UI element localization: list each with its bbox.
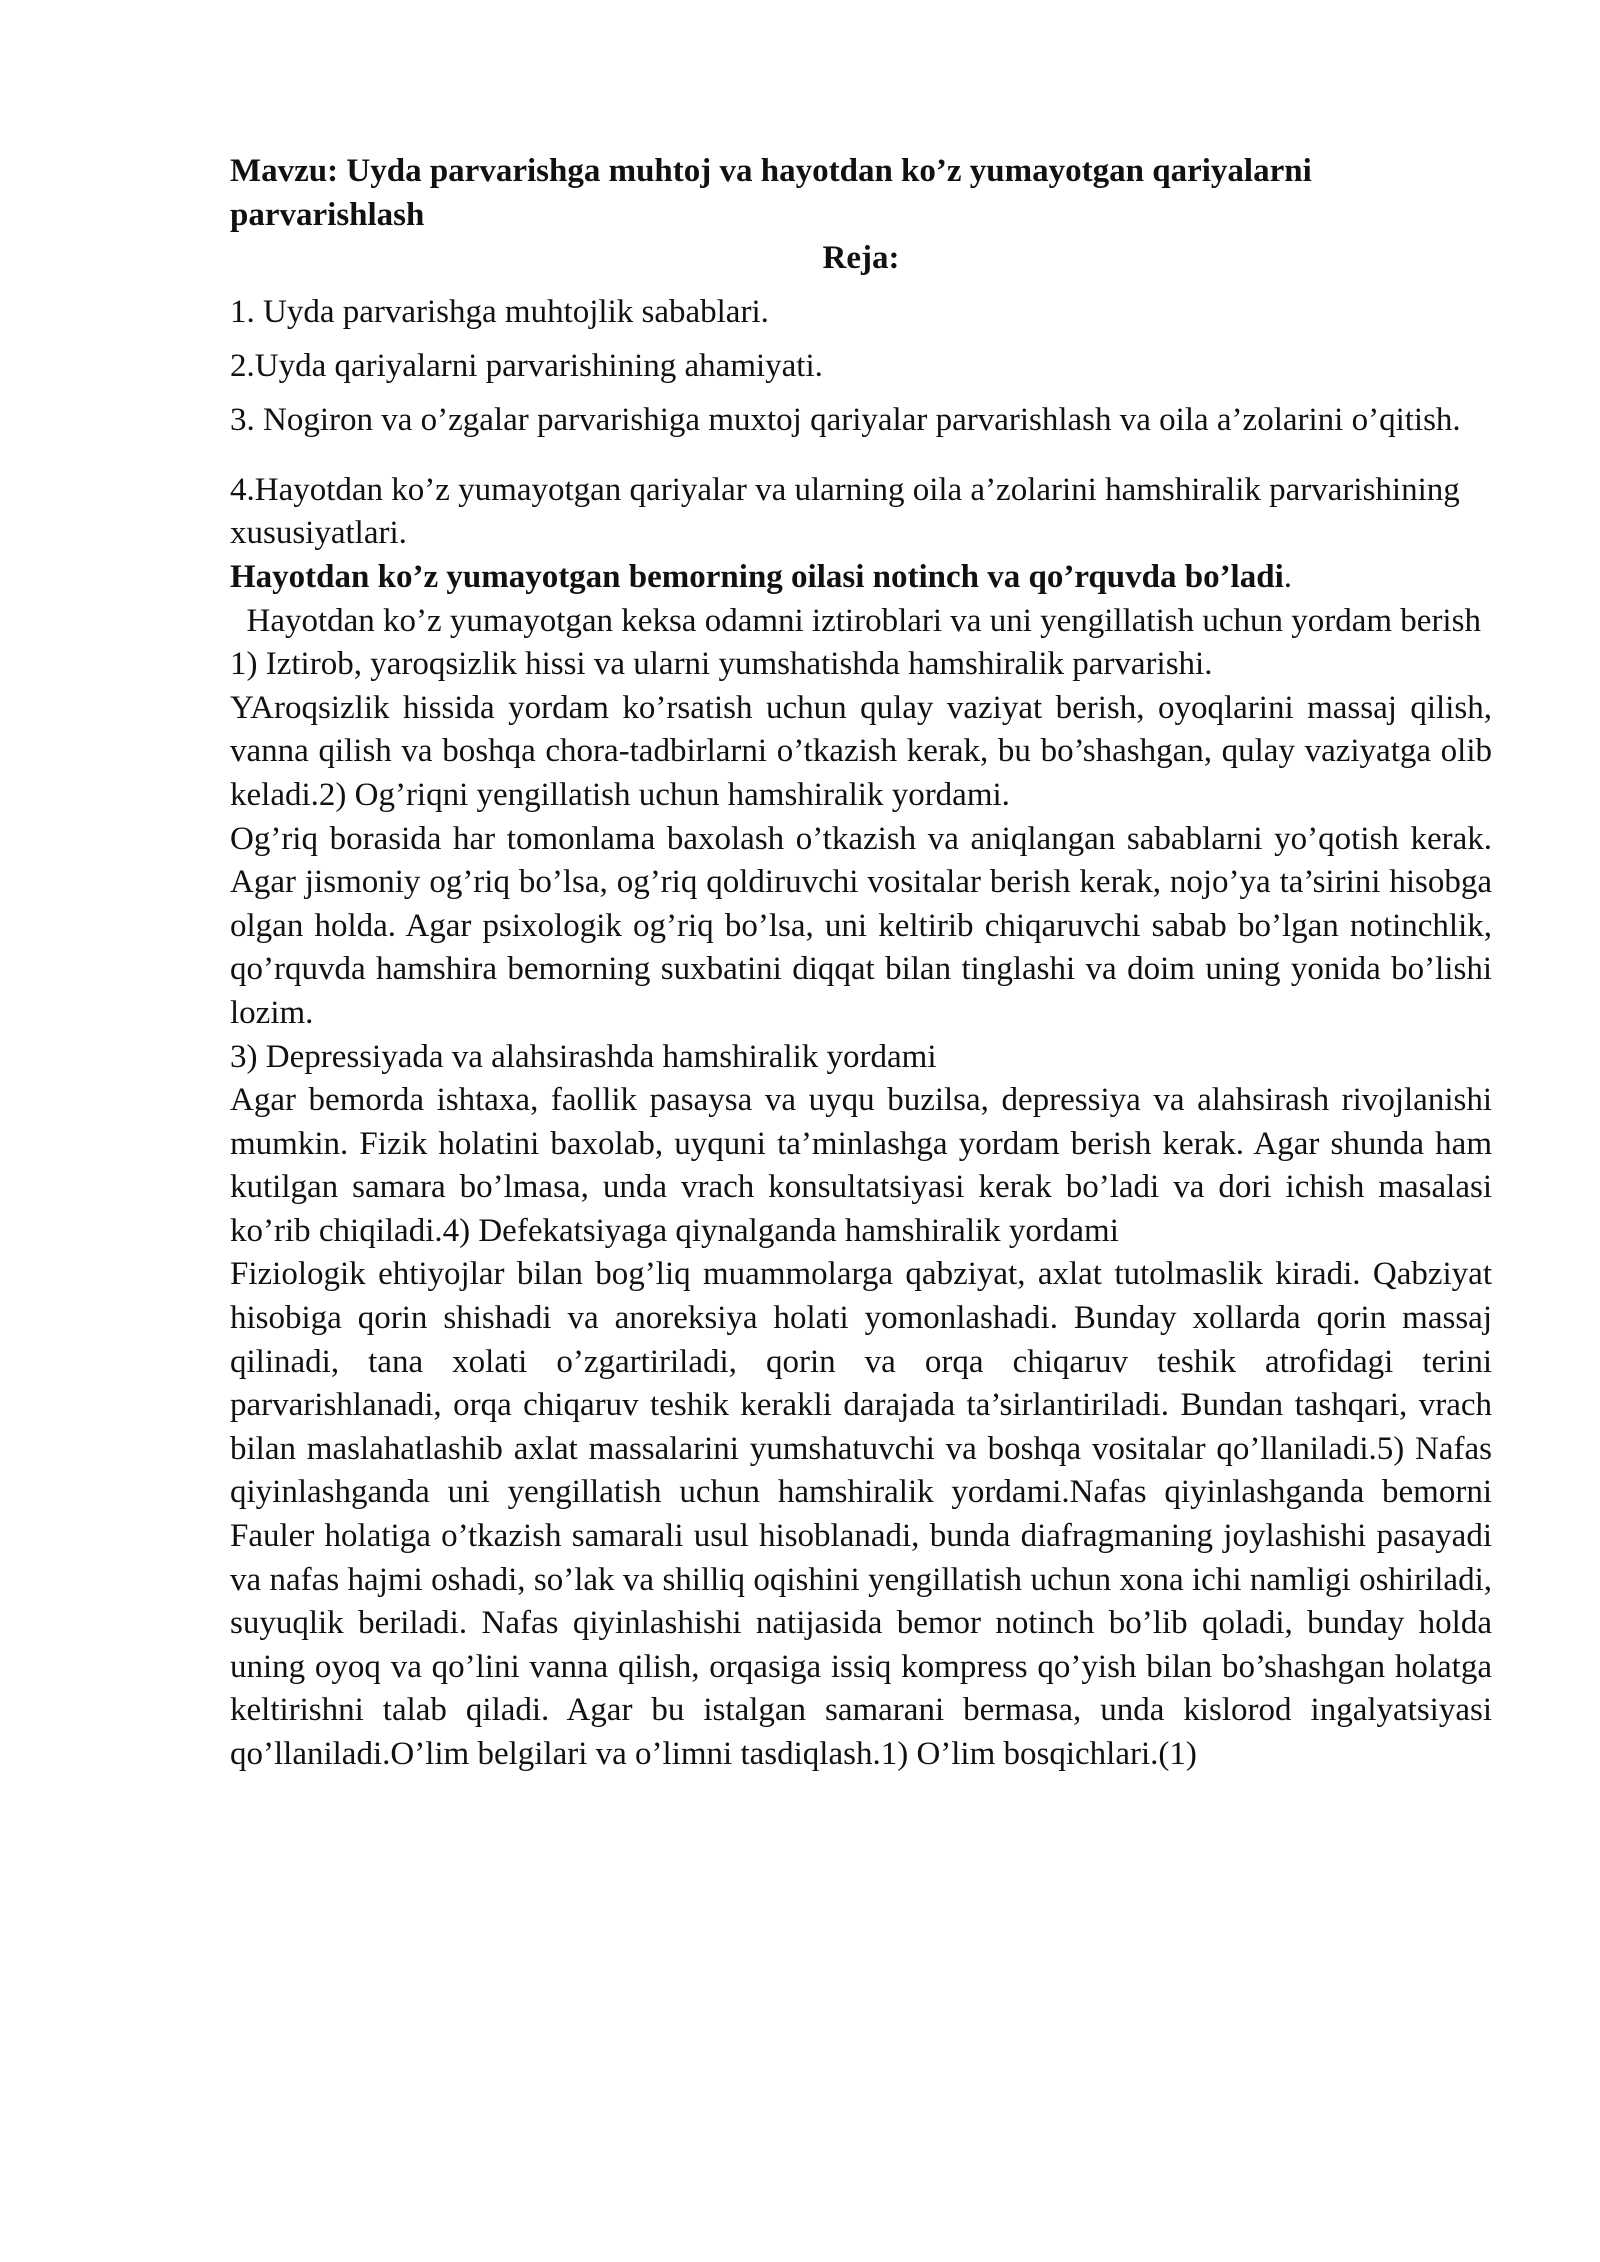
plan-heading: Reja: [822, 240, 900, 277]
plan-item-3: 3. Nogiron va o’zgalar parvarishiga muxtoj qariyalar parvarishlash va oila a’zolarini o’qitish. [230, 401, 1461, 438]
bold-heading-text: Hayotdan ko’z yumayotgan bemorning oilasi notinch va qo’rquvda bo’ladi [230, 558, 1284, 595]
plan-item-2: 2.Uyda qariyalarni parvarishining ahamiyati. [230, 347, 823, 384]
intro-text: Hayotdan ko’z yumayotgan keksa odamni iztiroblari va uni yengillatish uchun yordam berish [246, 602, 1481, 639]
plan-item-4: 4.Hayotdan ko’z yumayotgan qariyalar va ularning oila a’zolarini hamshiralik parvarishining xususiyatlari. [230, 471, 1460, 552]
document-page [230, 150, 1492, 1777]
bold-heading [230, 556, 1492, 600]
section-2-text: Og’riq borasida har tomonlama baxolash o’tkazish va aniqlangan sabablarni yo’qotish kerak. Agar jismoniy og’riq bo’lsa, og’riq qoldiruvchi vositalar berish kerak, nojo’ya ta’sirini hisobga olgan holda. Agar psixologik og’riq bo’lsa, uni keltirib chiqaruvchi sabab bo’lgan notinchlik, qo’rquvda hamshira bemorning suxbatini diqqat bilan tinglashi va doim uning yonida bo’lishi lozim. [230, 820, 1492, 1031]
section-3-text: Agar bemorda ishtaxa, faollik pasaysa va uyqu buzilsa, depressiya va alahsirash rivojlanishi mumkin. Fizik holatini baxolab, uyquni ta’minlashga yordam berish kerak. Agar shunda ham kutilgan samara bo’lmasa, unda vrach konsultatsiyasi kerak bo’ladi va dori ichish masalasi ko’rib chiqiladi.4) Defekatsiyaga qiynalganda hamshiralik yordami [230, 1082, 1492, 1249]
plan-item-1: 1. Uyda parvarishga muhtojlik sabablari. [230, 293, 769, 330]
section-1-heading: 1) Iztirob, yaroqsizlik hissi va ularni yumshatishda hamshiralik parvarishi. [230, 646, 1213, 683]
section-3-heading: 3) Depressiyada va alahsirashda hamshiralik yordami [230, 1038, 937, 1075]
document-title: Mavzu: Uyda parvarishga muhtoj va hayotdan ko’z yumayotgan qariyalarni parvarishlash [230, 153, 1312, 233]
section-1-text: YAroqsizlik hissida yordam ko’rsatish uchun qulay vaziyat berish, oyoqlarini massaj qilish, vanna qilish va boshqa chora-tadbirlarni o’tkazish kerak, bu bo’shashgan, qulay vaziyatga olib keladi.2) Og’riqni yengillatish uchun hamshiralik yordami. [230, 689, 1492, 813]
section-4-text: Fiziologik ehtiyojlar bilan bog’liq muammolarga qabziyat, axlat tutolmaslik kiradi. Qabziyat hisobiga qorin shishadi va anoreksiya holati yomonlashadi. Bunday xollarda qorin massaj qilinadi, tana xolati o’zgartiriladi, qorin va orqa chiqaruv teshik atrofidagi terini parvarishlanadi, orqa chiqaruv teshik kerakli darajada ta’sirlantiriladi. Bundan tashqari, vrach bilan maslahatlashib axlat massalarini yumshatuvchi va boshqa vositalar qo’llaniladi.5) Nafas qiyinlashganda uni yengillatish uchun hamshiralik yordami.Nafas qiyinlashganda bemorni Fauler holatiga o’tkazish samarali usul hisoblanadi, bunda diafragmaning joylashishi pasayadi va nafas hajmi oshadi, so’lak va shilliq oqishini yengillatish uchun xona ichi namligi oshiriladi, suyuqlik beriladi. Nafas qiyinlashishi natijasida bemor notinch bo’lib qoladi, bunday holda uning oyoq va qo’lini vanna qilish, orqasiga issiq kompress qo’yish bilan bo’shashgan holatga keltirishni talab qiladi. Agar bu istalgan samarani bermasa, unda kislorod ingalyatsiyasi qo’llaniladi.O’lim belgilari va o’limni tasdiqlash.1) O’lim bosqichlari.(1) [230, 1256, 1492, 1772]
bold-heading-period: . [1283, 558, 1292, 595]
intro-paragraph [230, 600, 1492, 644]
intro-indent [230, 603, 247, 639]
